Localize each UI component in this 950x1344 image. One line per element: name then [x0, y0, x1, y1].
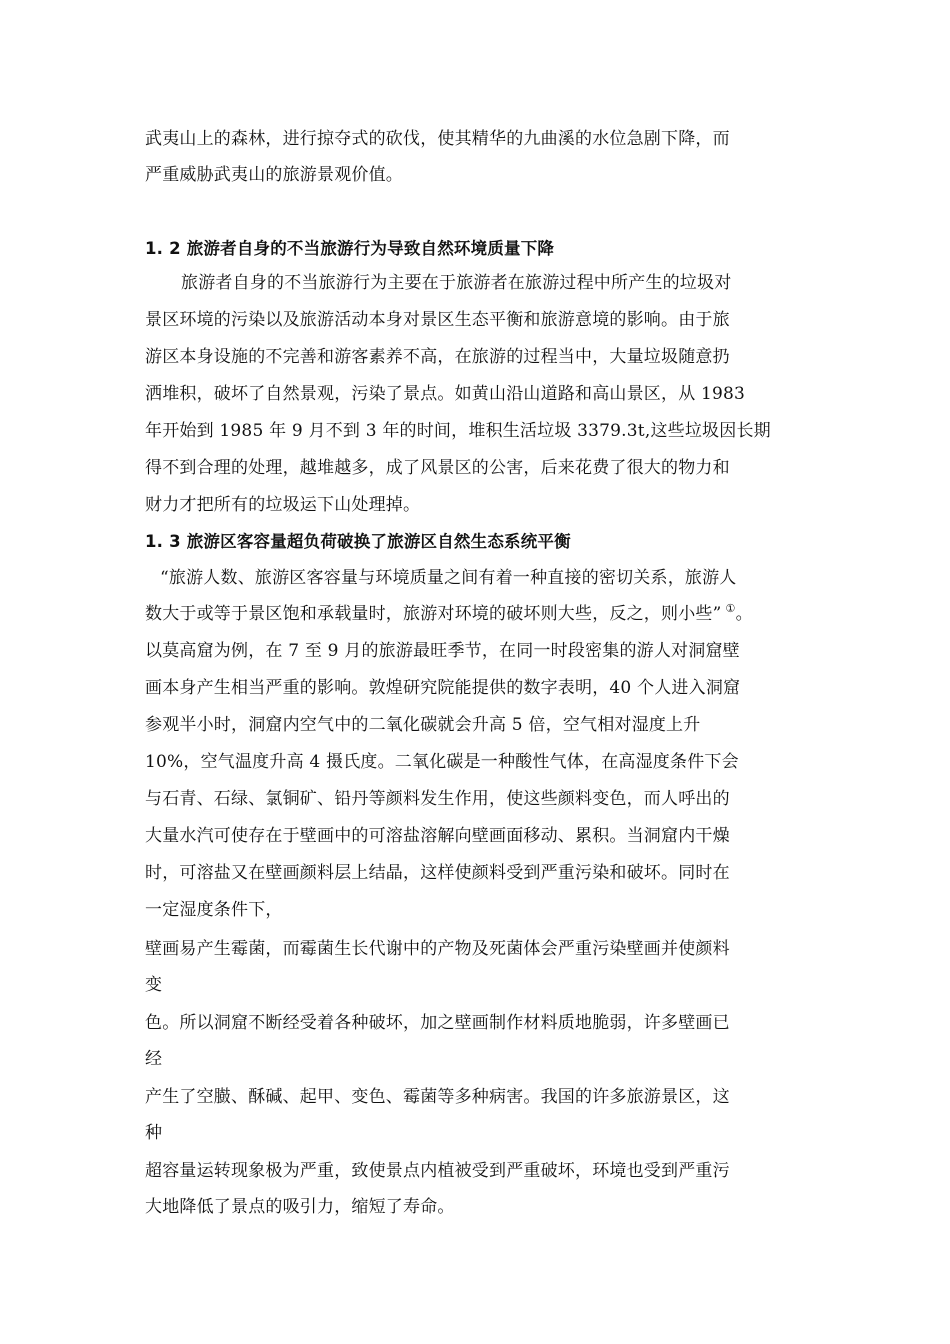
body-text: 。	[735, 604, 753, 624]
body-text-line: 10%，空气温度升高 4 摄氏度。二氧化碳是一种酸性气体，在高湿度条件下会	[145, 752, 739, 772]
body-text-line: 时，可溶盐又在壁画颜料层上结晶，这样使颜料受到严重污染和破坏。同时在	[145, 863, 730, 883]
body-text-line: “旅游人数、旅游区客容量与环境质量之间有着一种直接的密切关系，旅游人	[160, 568, 737, 588]
body-text-line: 大地降低了景点的吸引力，缩短了寿命。	[145, 1197, 455, 1217]
body-text-line: 产生了空臌、酥碱、起甲、变色、霉菌等多种病害。我国的许多旅游景区，这	[145, 1087, 730, 1107]
body-text-line: 景区环境的污染以及旅游活动本身对景区生态平衡和旅游意境的影响。由于旅	[145, 310, 730, 330]
body-text-line: 大量水汽可使存在于壁画中的可溶盐溶解向壁画面移动、累积。当洞窟内干燥	[145, 826, 730, 846]
body-text-line: 超容量运转现象极为严重，致使景点内植被受到严重破坏，环境也受到严重污	[145, 1161, 730, 1181]
body-text-line: 旅游者自身的不当旅游行为主要在于旅游者在旅游过程中所产生的垃圾对	[181, 273, 732, 293]
body-text-line: 与石青、石绿、氯铜矿、铅丹等颜料发生作用，使这些颜料变色，而人呼出的	[145, 789, 730, 809]
footnote-marker: ①	[725, 602, 736, 615]
body-text-line: 游区本身设施的不完善和游客素养不高，在旅游的过程当中，大量垃圾随意扔	[145, 347, 730, 367]
body-text-line: 参观半小时，洞窟内空气中的二氧化碳就会升高 5 倍，空气相对湿度上升	[145, 715, 701, 735]
body-text-line: 洒堆积，破坏了自然景观，污染了景点。如黄山沿山道路和高山景区，从 1983	[145, 384, 746, 404]
body-text-line: 变	[145, 975, 163, 995]
body-text-line: 壁画易产生霉菌，而霉菌生长代谢中的产物及死菌体会严重污染壁画并使颜料	[145, 939, 730, 959]
body-text-line: 种	[145, 1123, 163, 1143]
body-text-line: 年开始到 1985 年 9 月不到 3 年的时间，堆积生活垃圾 3379.3t,这些垃圾因长期	[145, 421, 771, 441]
body-text-line: 以莫高窟为例，在 7 至 9 月的旅游最旺季节，在同一时段密集的游人对洞窟壁	[145, 641, 740, 661]
body-text-line: 财力才把所有的垃圾运下山处理掉。	[145, 495, 421, 515]
body-text-line: 严重威胁武夷山的旅游景观价值。	[145, 165, 403, 185]
section-heading-1-2: 1. 2 旅游者自身的不当旅游行为导致自然环境质量下降	[145, 239, 555, 258]
body-text-line: 武夷山上的森林，进行掠夺式的砍伐，使其精华的九曲溪的水位急剧下降，而	[145, 129, 730, 149]
body-text: 数大于或等于景区饱和承载量时，旅游对环境的破坏则大些，反之，则小些”	[145, 604, 722, 624]
body-text-line: 色。所以洞窟不断经受着各种破坏，加之壁画制作材料质地脆弱，许多壁画已	[145, 1013, 730, 1033]
body-text-line-with-footnote	[145, 602, 753, 628]
body-text-line: 画本身产生相当严重的影响。敦煌研究院能提供的数字表明，40 个人进入洞窟	[145, 678, 741, 698]
section-heading-1-3: 1. 3 旅游区客容量超负荷破换了旅游区自然生态系统平衡	[145, 532, 571, 551]
body-text-line: 得不到合理的处理，越堆越多，成了风景区的公害，后来花费了很大的物力和	[145, 458, 730, 478]
body-text-line: 经	[145, 1049, 163, 1069]
body-text-line: 一定湿度条件下，	[145, 900, 283, 920]
